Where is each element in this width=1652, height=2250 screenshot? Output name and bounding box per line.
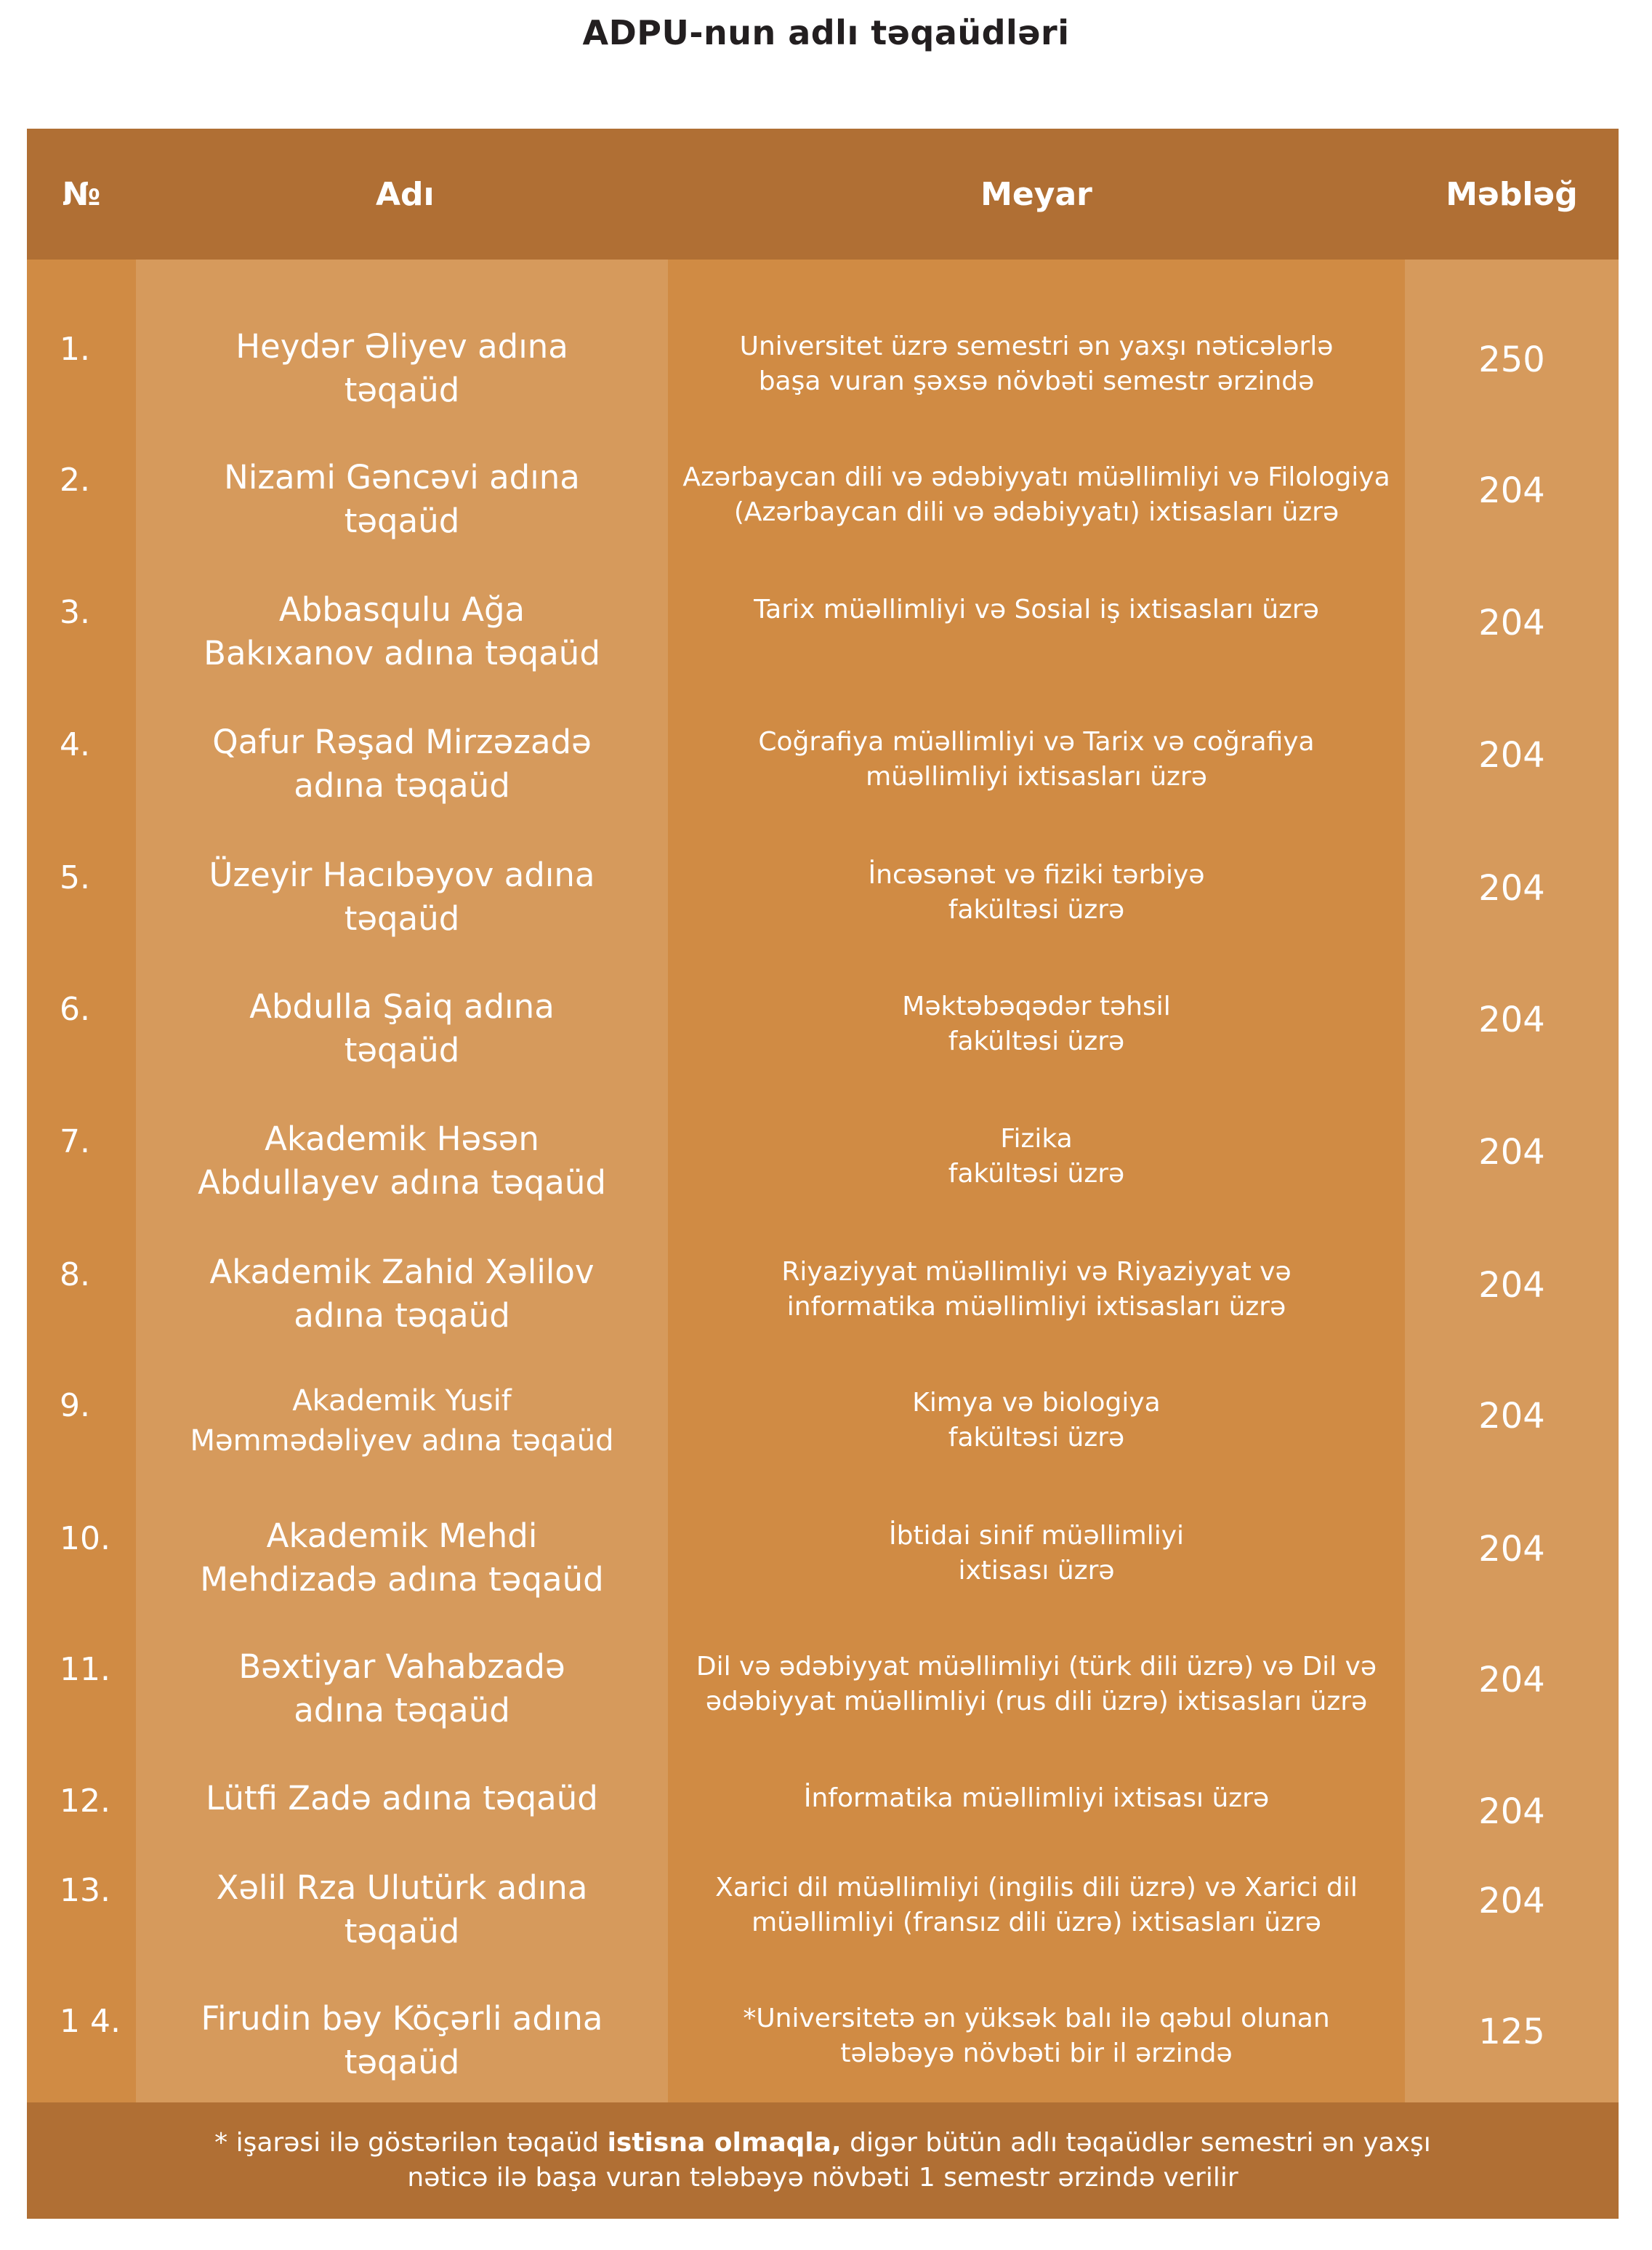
row-number: 11. bbox=[60, 1651, 110, 1688]
header-number: № bbox=[62, 175, 101, 213]
scholarship-name-line-2: adına təqaüd bbox=[294, 766, 510, 805]
criteria-line-1: İncəsənət və fiziki tərbiyə bbox=[868, 860, 1205, 890]
scholarship-name bbox=[136, 1514, 668, 1602]
page-title: ADPU-nun adlı təqaüdləri bbox=[582, 13, 1070, 52]
row-number: 3. bbox=[60, 594, 90, 631]
scholarship-criteria bbox=[668, 1650, 1405, 1719]
row-number: 8. bbox=[60, 1256, 90, 1293]
scholarship-name-line-2: adına təqaüd bbox=[294, 1296, 510, 1335]
scholarship-name-line-1: Akademik Zahid Xəlilov bbox=[209, 1253, 595, 1291]
row-number: 1 4. bbox=[60, 2003, 121, 2040]
scholarship-amount: 204 bbox=[1478, 1660, 1545, 1700]
scholarship-criteria bbox=[668, 989, 1405, 1059]
row-number: 10. bbox=[60, 1520, 110, 1557]
scholarship-amount: 204 bbox=[1478, 603, 1545, 643]
scholarship-name bbox=[136, 1866, 668, 1953]
scholarship-name-line-2: təqaüd bbox=[344, 502, 460, 540]
criteria-line-1: Universitet üzrə semestri ən yaxşı nəticələrlə bbox=[739, 332, 1334, 361]
criteria-line-2: müəllimliyi ixtisasları üzrə bbox=[866, 762, 1207, 792]
scholarship-name bbox=[136, 1645, 668, 1732]
criteria-line-2: fakültəsi üzrə bbox=[948, 1159, 1125, 1189]
scholarship-criteria bbox=[668, 1519, 1405, 1588]
scholarship-name-line-1: Xəlil Rza Ulutürk adına bbox=[216, 1868, 588, 1907]
scholarship-table bbox=[27, 129, 1619, 2219]
criteria-line-1: Xarici dil müəllimliyi (ingilis dili üzrə) və Xarici dil bbox=[715, 1873, 1358, 1903]
scholarship-criteria bbox=[668, 1122, 1405, 1192]
scholarship-name bbox=[136, 1777, 668, 1820]
scholarship-amount: 204 bbox=[1478, 735, 1545, 776]
footnote-text-b: digər bütün adlı təqaüdlər semestri ən yaxşı bbox=[841, 2128, 1431, 2158]
scholarship-name-line-1: Bəxtiyar Vahabzadə bbox=[238, 1647, 565, 1686]
scholarship-amount: 204 bbox=[1478, 1000, 1545, 1040]
criteria-line-2: ədəbiyyat müəllimliyi (rus dili üzrə) ixtisasları üzrə bbox=[705, 1687, 1368, 1716]
scholarship-name bbox=[136, 588, 668, 675]
footnote-line-1 bbox=[214, 2126, 1431, 2161]
criteria-line-1: Kimya və biologiya bbox=[912, 1388, 1161, 1418]
scholarship-amount: 125 bbox=[1478, 2012, 1545, 2052]
scholarship-criteria bbox=[668, 1255, 1405, 1325]
header-amount: Məbləğ bbox=[1446, 175, 1578, 213]
criteria-line-1: İbtidai sinif müəllimliyi bbox=[888, 1521, 1185, 1551]
scholarship-criteria bbox=[668, 329, 1405, 399]
scholarship-name bbox=[136, 456, 668, 543]
scholarship-name-line-1: Abdulla Şaiq adına bbox=[249, 987, 555, 1026]
scholarship-criteria bbox=[668, 460, 1405, 530]
scholarship-amount: 204 bbox=[1478, 1881, 1545, 1921]
criteria-line-1: Coğrafiya müəllimliyi və Tarix və coğrafiya bbox=[758, 727, 1315, 757]
scholarship-amount: 204 bbox=[1478, 1265, 1545, 1306]
scholarship-criteria bbox=[668, 592, 1405, 627]
row-number: 13. bbox=[60, 1872, 110, 1909]
scholarship-criteria bbox=[668, 725, 1405, 795]
row-number: 9. bbox=[60, 1387, 90, 1424]
scholarship-name-line-1: Üzeyir Hacıbəyov adına bbox=[209, 856, 595, 894]
scholarship-name-line-2: Mehdizadə adına təqaüd bbox=[200, 1560, 604, 1599]
header-name: Adı bbox=[376, 175, 435, 213]
scholarship-name-line-1: Akademik Həsən bbox=[265, 1120, 539, 1158]
scholarship-name bbox=[136, 985, 668, 1072]
table-header bbox=[27, 129, 1619, 260]
scholarship-name bbox=[136, 1997, 668, 2084]
scholarship-name-line-1: Abbasqulu Ağa bbox=[278, 590, 525, 629]
header-criteria: Meyar bbox=[980, 175, 1092, 213]
scholarship-name-line-2: təqaüd bbox=[344, 899, 460, 938]
criteria-line-2: fakültəsi üzrə bbox=[948, 1026, 1125, 1056]
scholarship-name-line-2: Abdullayev adına təqaüd bbox=[198, 1163, 606, 1202]
scholarship-amount: 204 bbox=[1478, 1791, 1545, 1832]
row-number: 2. bbox=[60, 462, 90, 499]
criteria-line-1: Tarix müəllimliyi və Sosial iş ixtisasları üzrə bbox=[754, 595, 1319, 624]
row-number: 12. bbox=[60, 1783, 110, 1820]
scholarship-name-line-2: adına təqaüd bbox=[294, 1691, 510, 1729]
criteria-line-1: Məktəbəqədər təhsil bbox=[902, 992, 1171, 1021]
scholarship-name-line-2: təqaüd bbox=[344, 2043, 460, 2081]
scholarship-name-line-2: təqaüd bbox=[344, 1912, 460, 1950]
criteria-line-1: Azərbaycan dili və ədəbiyyatı müəllimliyi və Filologiya bbox=[682, 462, 1390, 492]
criteria-line-1: İnformatika müəllimliyi ixtisası üzrə bbox=[803, 1783, 1270, 1813]
scholarship-name bbox=[136, 1381, 668, 1461]
scholarship-name-line-1: Heydər Əliyev adına bbox=[235, 327, 568, 366]
scholarship-criteria bbox=[668, 1781, 1405, 1816]
criteria-line-1: Fizika bbox=[1000, 1124, 1073, 1154]
criteria-line-2: ixtisası üzrə bbox=[958, 1556, 1115, 1586]
row-number: 5. bbox=[60, 859, 90, 896]
table-footnote bbox=[27, 2102, 1619, 2219]
scholarship-criteria bbox=[668, 2001, 1405, 2071]
row-number: 4. bbox=[60, 726, 90, 763]
column-number-bg bbox=[27, 260, 136, 2102]
scholarship-amount: 204 bbox=[1478, 470, 1545, 511]
scholarship-name-line-1: Akademik Mehdi bbox=[266, 1516, 538, 1555]
criteria-line-2: (Azərbaycan dili və ədəbiyyatı) ixtisasları üzrə bbox=[733, 497, 1339, 527]
criteria-line-2: başa vuran şəxsə növbəti semestr ərzində bbox=[758, 366, 1315, 396]
scholarship-name-line-2: təqaüd bbox=[344, 1031, 460, 1069]
scholarship-name bbox=[136, 720, 668, 808]
scholarship-amount: 204 bbox=[1478, 1529, 1545, 1570]
scholarship-name-line-1: Qafur Rəşad Mirzəzadə bbox=[212, 723, 592, 761]
scholarship-amount: 204 bbox=[1478, 1396, 1545, 1437]
criteria-line-2: müəllimliyi (fransız dili üzrə) ixtisasları üzrə bbox=[752, 1908, 1321, 1937]
scholarship-name-line-1: Lütfi Zadə adına təqaüd bbox=[206, 1779, 598, 1817]
footnote-text-a: * işarəsi ilə göstərilən təqaüd bbox=[214, 2128, 608, 2158]
scholarship-criteria bbox=[668, 858, 1405, 928]
criteria-line-2: fakültəsi üzrə bbox=[948, 1423, 1125, 1453]
scholarship-amount: 204 bbox=[1478, 1132, 1545, 1173]
scholarship-amount: 204 bbox=[1478, 868, 1545, 909]
scholarship-name-line-1: Firudin bəy Köçərli adına bbox=[201, 1999, 603, 2038]
scholarship-name bbox=[136, 1250, 668, 1338]
footnote-line-2: nəticə ilə başa vuran tələbəyə növbəti 1 semestr ərzində verilir bbox=[407, 2163, 1238, 2193]
scholarship-name-line-2: Məmmədəliyev adına təqaüd bbox=[190, 1424, 614, 1458]
criteria-line-2: tələbəyə növbəti bir il ərzində bbox=[840, 2038, 1233, 2068]
criteria-line-2: informatika müəllimliyi ixtisasları üzrə bbox=[786, 1292, 1286, 1322]
criteria-line-1: Dil və ədəbiyyat müəllimliyi (türk dili üzrə) və Dil və bbox=[696, 1652, 1377, 1682]
scholarship-criteria bbox=[668, 1386, 1405, 1455]
table-body bbox=[27, 260, 1619, 2102]
scholarship-name-line-2: Bakıxanov adına təqaüd bbox=[204, 634, 600, 672]
scholarship-name-line-1: Akademik Yusif bbox=[292, 1384, 512, 1418]
scholarship-name bbox=[136, 853, 668, 941]
scholarship-name bbox=[136, 325, 668, 412]
criteria-line-1: *Universitetə ən yüksək balı ilə qəbul olunan bbox=[743, 2004, 1330, 2033]
scholarship-name bbox=[136, 1117, 668, 1205]
criteria-line-1: Riyaziyyat müəllimliyi və Riyaziyyat və bbox=[781, 1257, 1292, 1287]
scholarship-criteria bbox=[668, 1871, 1405, 1940]
row-number: 6. bbox=[60, 991, 90, 1028]
row-number: 1. bbox=[60, 331, 90, 368]
row-number: 7. bbox=[60, 1123, 90, 1160]
scholarship-amount: 250 bbox=[1478, 339, 1545, 380]
criteria-line-2: fakültəsi üzrə bbox=[948, 895, 1125, 925]
footnote-bold: istisna olmaqla, bbox=[607, 2128, 842, 2158]
scholarship-name-line-2: təqaüd bbox=[344, 371, 460, 409]
scholarship-name-line-1: Nizami Gəncəvi adına bbox=[224, 458, 580, 497]
